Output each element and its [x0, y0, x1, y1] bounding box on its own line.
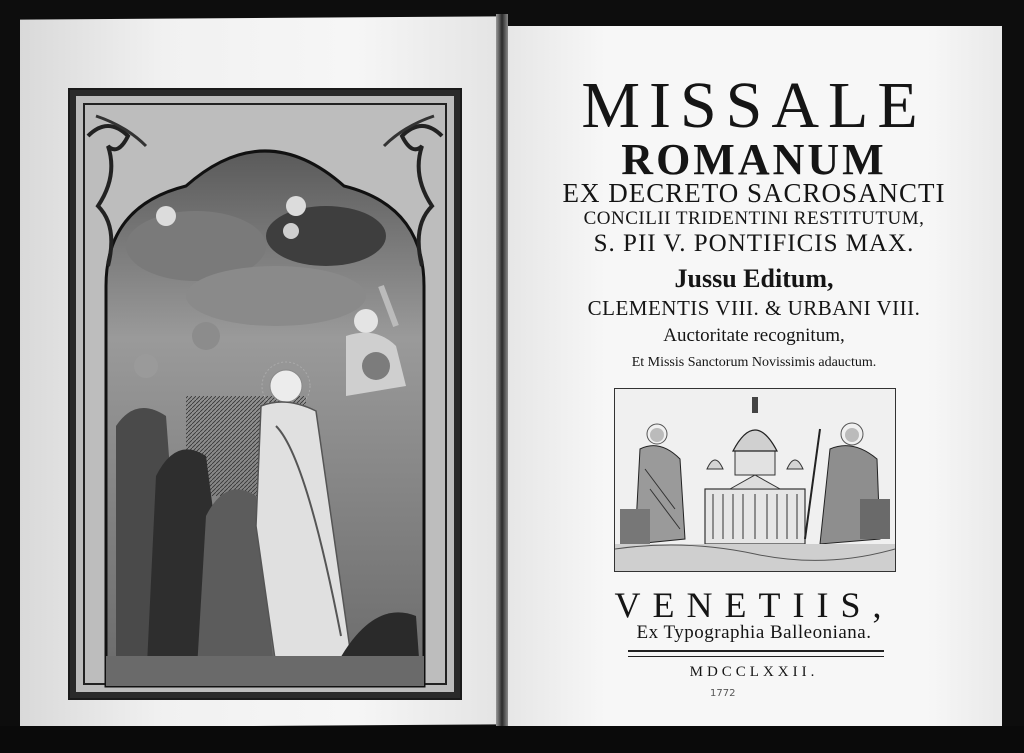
subtitle-line-8: Auctoritate recognitum,	[663, 325, 845, 346]
subtitle-line-7: CLEMENTIS VIII. & URBANI VIII.	[587, 296, 921, 320]
pencil-annotation: 1772	[710, 688, 736, 699]
frontispiece-engraving	[68, 88, 462, 700]
double-rule	[628, 650, 884, 657]
subtitle-line-6: Jussu Editum,	[674, 264, 834, 293]
subtitle-line-4: CONCILII TRIDENTINI RESTITUTUM,	[583, 208, 925, 229]
engraving-drawing	[76, 96, 454, 692]
title-vignette	[614, 388, 896, 572]
title-romanum: ROMANUM	[621, 135, 887, 184]
imprint-city: VENETIIS,	[614, 585, 894, 625]
table-edge	[0, 726, 1024, 753]
imprint-printer: Ex Typographia Balleoniana.	[636, 622, 872, 643]
subtitle-line-5: S. PII V. PONTIFICIS MAX.	[593, 230, 915, 257]
subtitle-line-9: Et Missis Sanctorum Novissimis adauctum.	[631, 355, 877, 370]
imprint-year: MDCCLXXII.	[689, 664, 819, 680]
vignette-drawing	[615, 389, 895, 571]
engraving-picture	[76, 96, 454, 692]
subtitle-line-3: EX DECRETO SACROSANCTI	[562, 178, 946, 208]
title-missale: MISSALE	[581, 69, 927, 142]
